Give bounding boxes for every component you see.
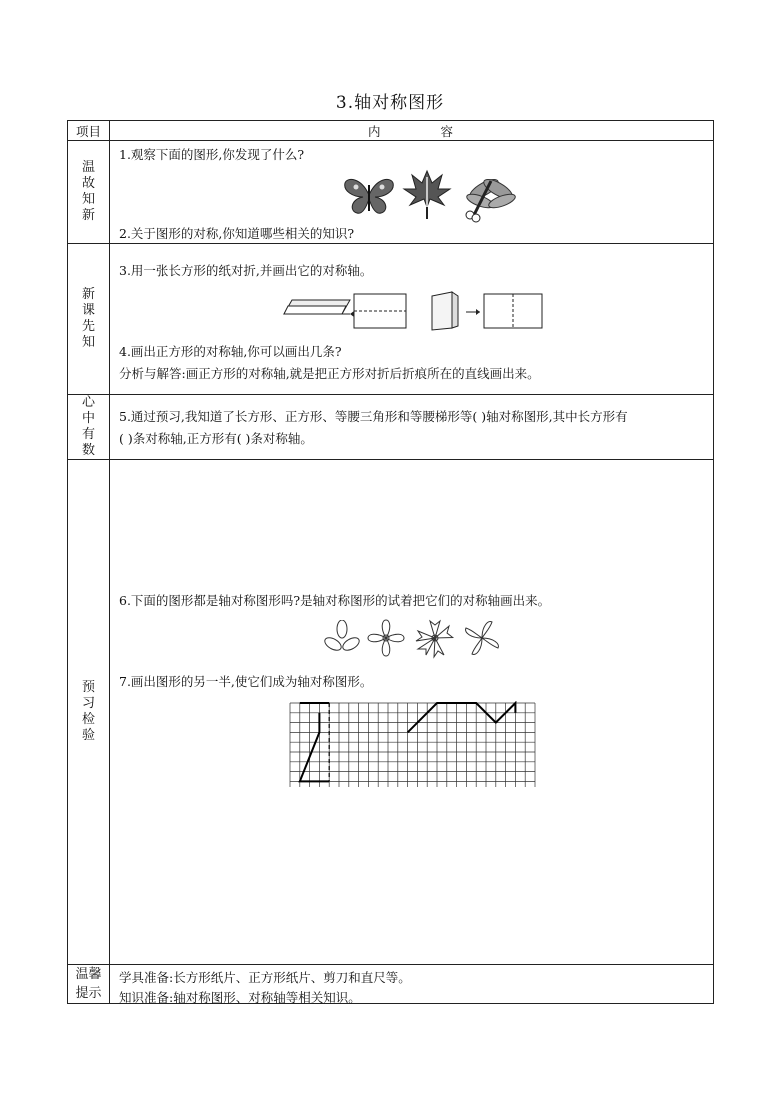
section-label: 预习检验 xyxy=(81,680,95,743)
question-6: 6.下面的图形都是轴对称图形吗?是轴对称图形的试着把它们的对称轴画出来。 xyxy=(119,593,551,608)
tip-tools: 学具准备:长方形纸片、正方形纸片、剪刀和直尺等。 xyxy=(119,970,411,985)
half-figure-right xyxy=(408,703,516,732)
dragonfly-icon xyxy=(460,175,522,223)
pinwheel-icon xyxy=(462,618,502,658)
grid-lines xyxy=(290,703,535,787)
section-tips xyxy=(68,965,714,1004)
question-5-line-1: 5.通过预习,我知道了长方形、正方形、等腰三角形和等腰梯形等( )轴对称图形,其中长方形有 xyxy=(119,409,628,424)
header-content: 内 容 xyxy=(110,121,714,141)
leaf-icon xyxy=(402,167,452,219)
section-summary xyxy=(68,395,714,460)
question-5-line-2: ( )条对称轴,正方形有( )条对称轴。 xyxy=(119,431,313,446)
worksheet-table xyxy=(67,120,714,1004)
drawing-grid xyxy=(288,701,538,787)
section-label: 温故知新 xyxy=(81,160,95,223)
propeller-flower-icon xyxy=(324,620,360,656)
answer-4: 分析与解答:画正方形的对称轴,就是把正方形对折后折痕所在的直线画出来。 xyxy=(119,366,540,381)
butterfly-icon xyxy=(343,175,395,217)
header-item: 项目 xyxy=(68,121,110,141)
question-4: 4.画出正方形的对称轴,你可以画出几条? xyxy=(119,344,342,359)
section-label: 心中有数 xyxy=(81,395,95,458)
section-preview xyxy=(68,244,714,395)
half-figure-left xyxy=(300,713,329,782)
section-label: 温馨提示 xyxy=(75,967,102,1001)
question-2: 2.关于图形的对称,你知道哪些相关的知识? xyxy=(119,226,355,241)
question-1: 1.观察下面的图形,你发现了什么? xyxy=(119,147,305,162)
tip-knowledge: 知识准备:轴对称图形、对称轴等相关知识。 xyxy=(119,990,361,1005)
section-review xyxy=(68,141,714,244)
page-title: 3.轴对称图形 xyxy=(335,93,445,113)
folding-diagram xyxy=(282,290,552,332)
question-7: 7.画出图形的另一半,使它们成为轴对称图形。 xyxy=(119,674,373,689)
section-check xyxy=(68,460,714,965)
clover-flower-icon xyxy=(366,618,406,658)
section-label: 新课先知 xyxy=(81,287,95,350)
five-petal-flower-icon xyxy=(414,617,456,659)
question-3: 3.用一张长方形的纸对折,并画出它的对称轴。 xyxy=(119,263,373,278)
header-row xyxy=(68,121,714,141)
